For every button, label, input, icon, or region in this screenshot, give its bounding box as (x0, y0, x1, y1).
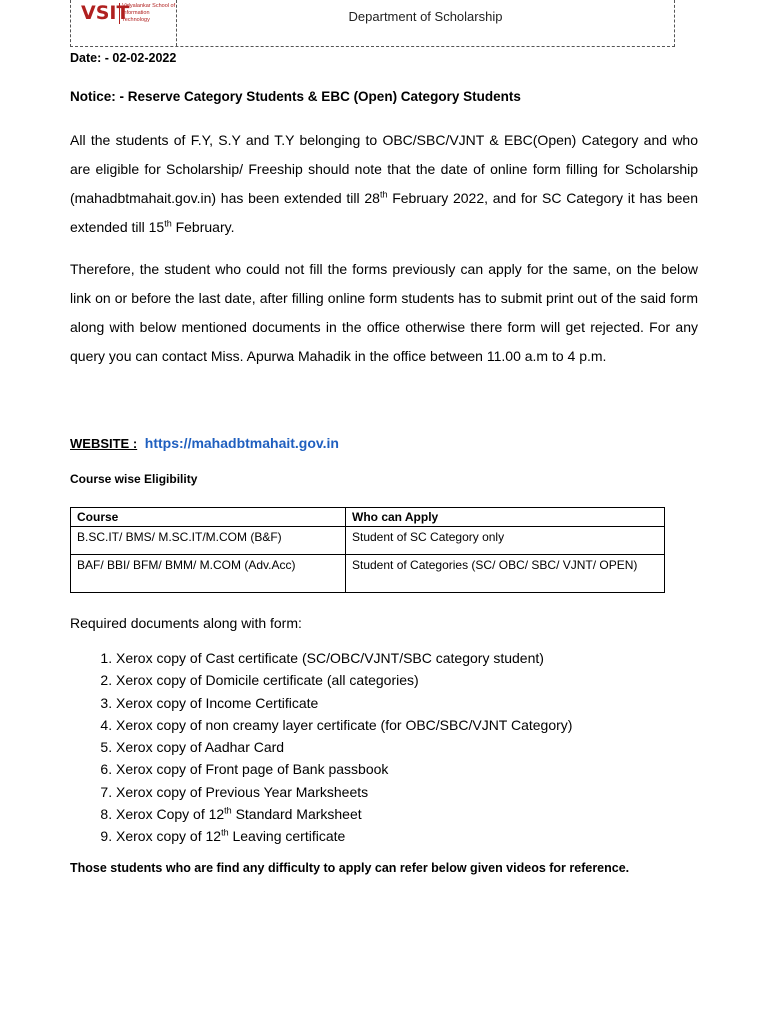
doc-9-text-a: Xerox copy of 12 (116, 828, 222, 845)
table-row (71, 527, 665, 555)
college-logo (71, 0, 177, 46)
list-item: 2. Xerox copy of Domicile certificate (all categories) (116, 669, 572, 691)
notice-date: Date: - 02-02-2022 (70, 51, 177, 65)
letterhead (70, 0, 675, 47)
table-header-who-can-apply: Who can Apply (346, 508, 665, 527)
notice-title: Notice: - Reserve Category Students & EBC (Open) Category Students (70, 89, 521, 104)
website-label: WEBSITE : (70, 436, 138, 451)
table-header-course: Course (71, 508, 346, 527)
eligibility-table (70, 507, 665, 593)
website-link[interactable]: https://mahadbtmahait.gov.in (144, 435, 339, 451)
table-row (71, 555, 665, 593)
eligibility-title: Course wise Eligibility (70, 472, 198, 486)
table-cell-course: B.SC.IT/ BMS/ M.SC.IT/M.COM (B&F) (71, 527, 346, 555)
paragraph-1-text-b: February 2022, and for SC Category it has been extended till 15 (70, 190, 698, 235)
required-documents-title: Required documents along with form: (70, 615, 302, 631)
paragraph-1-text-a: All the students of F.Y, S.Y and T.Y belonging to OBC/SBC/VJNT & EBC(Open) Category and who are eligible for Scholarship/ Freeship should note that the date of online form filling for Scholarship (mahadbtmahait.gov.in) has been extended till 28 (70, 132, 698, 206)
list-item (116, 825, 572, 847)
doc-9-text-b: Leaving certificate (228, 828, 346, 845)
required-documents-list (70, 647, 572, 848)
list-item: 6. Xerox copy of Front page of Bank passbook (116, 758, 572, 780)
table-cell-eligibility: Student of SC Category only (346, 527, 665, 555)
logo-subtitle: Vidyalankar School of Information Technology (119, 3, 176, 24)
logo-text: VSIT (81, 2, 130, 24)
website-line (70, 435, 339, 451)
table-cell-course: BAF/ BBI/ BFM/ BMM/ M.COM (Adv.Acc) (71, 555, 346, 593)
list-item: 5. Xerox copy of Aadhar Card (116, 736, 572, 758)
superscript-th: th (164, 218, 172, 229)
superscript-th: th (379, 189, 388, 200)
list-item (116, 803, 572, 825)
department-name: Department of Scholarship (348, 9, 503, 24)
superscript-th: th (221, 827, 229, 838)
superscript-th: th (224, 805, 232, 816)
doc-8-text-a: Xerox Copy of 12 (116, 806, 225, 823)
doc-8-text-b: Standard Marksheet (231, 806, 362, 823)
list-item: 7. Xerox copy of Previous Year Marksheets (116, 781, 572, 803)
list-item: 1. Xerox copy of Cast certificate (SC/OBC/VJNT/SBC category student) (116, 647, 572, 669)
closing-note: Those students who are find any difficulty to apply can refer below given videos for reference. (70, 861, 630, 875)
paragraph-instructions: Therefore, the student who could not fill the forms previously can apply for the same, on the below link on or before the last date, after filling online form students has to submit print out of the said form along with below mentioned documents in the office otherwise there form will get rejected. For any query you can contact Miss. Apurwa Mahadik in the office between 11.00 a.m to 4 p.m. (70, 261, 698, 364)
paragraph-extension (70, 126, 698, 242)
list-item: 3. Xerox copy of Income Certificate (116, 692, 572, 714)
paragraph-1-text-c: February. (171, 219, 235, 235)
list-item: 4. Xerox copy of non creamy layer certificate (for OBC/SBC/VJNT Category) (116, 714, 572, 736)
table-cell-eligibility: Student of Categories (SC/ OBC/ SBC/ VJNT/ OPEN) (346, 555, 665, 593)
table-header-row (71, 508, 665, 527)
